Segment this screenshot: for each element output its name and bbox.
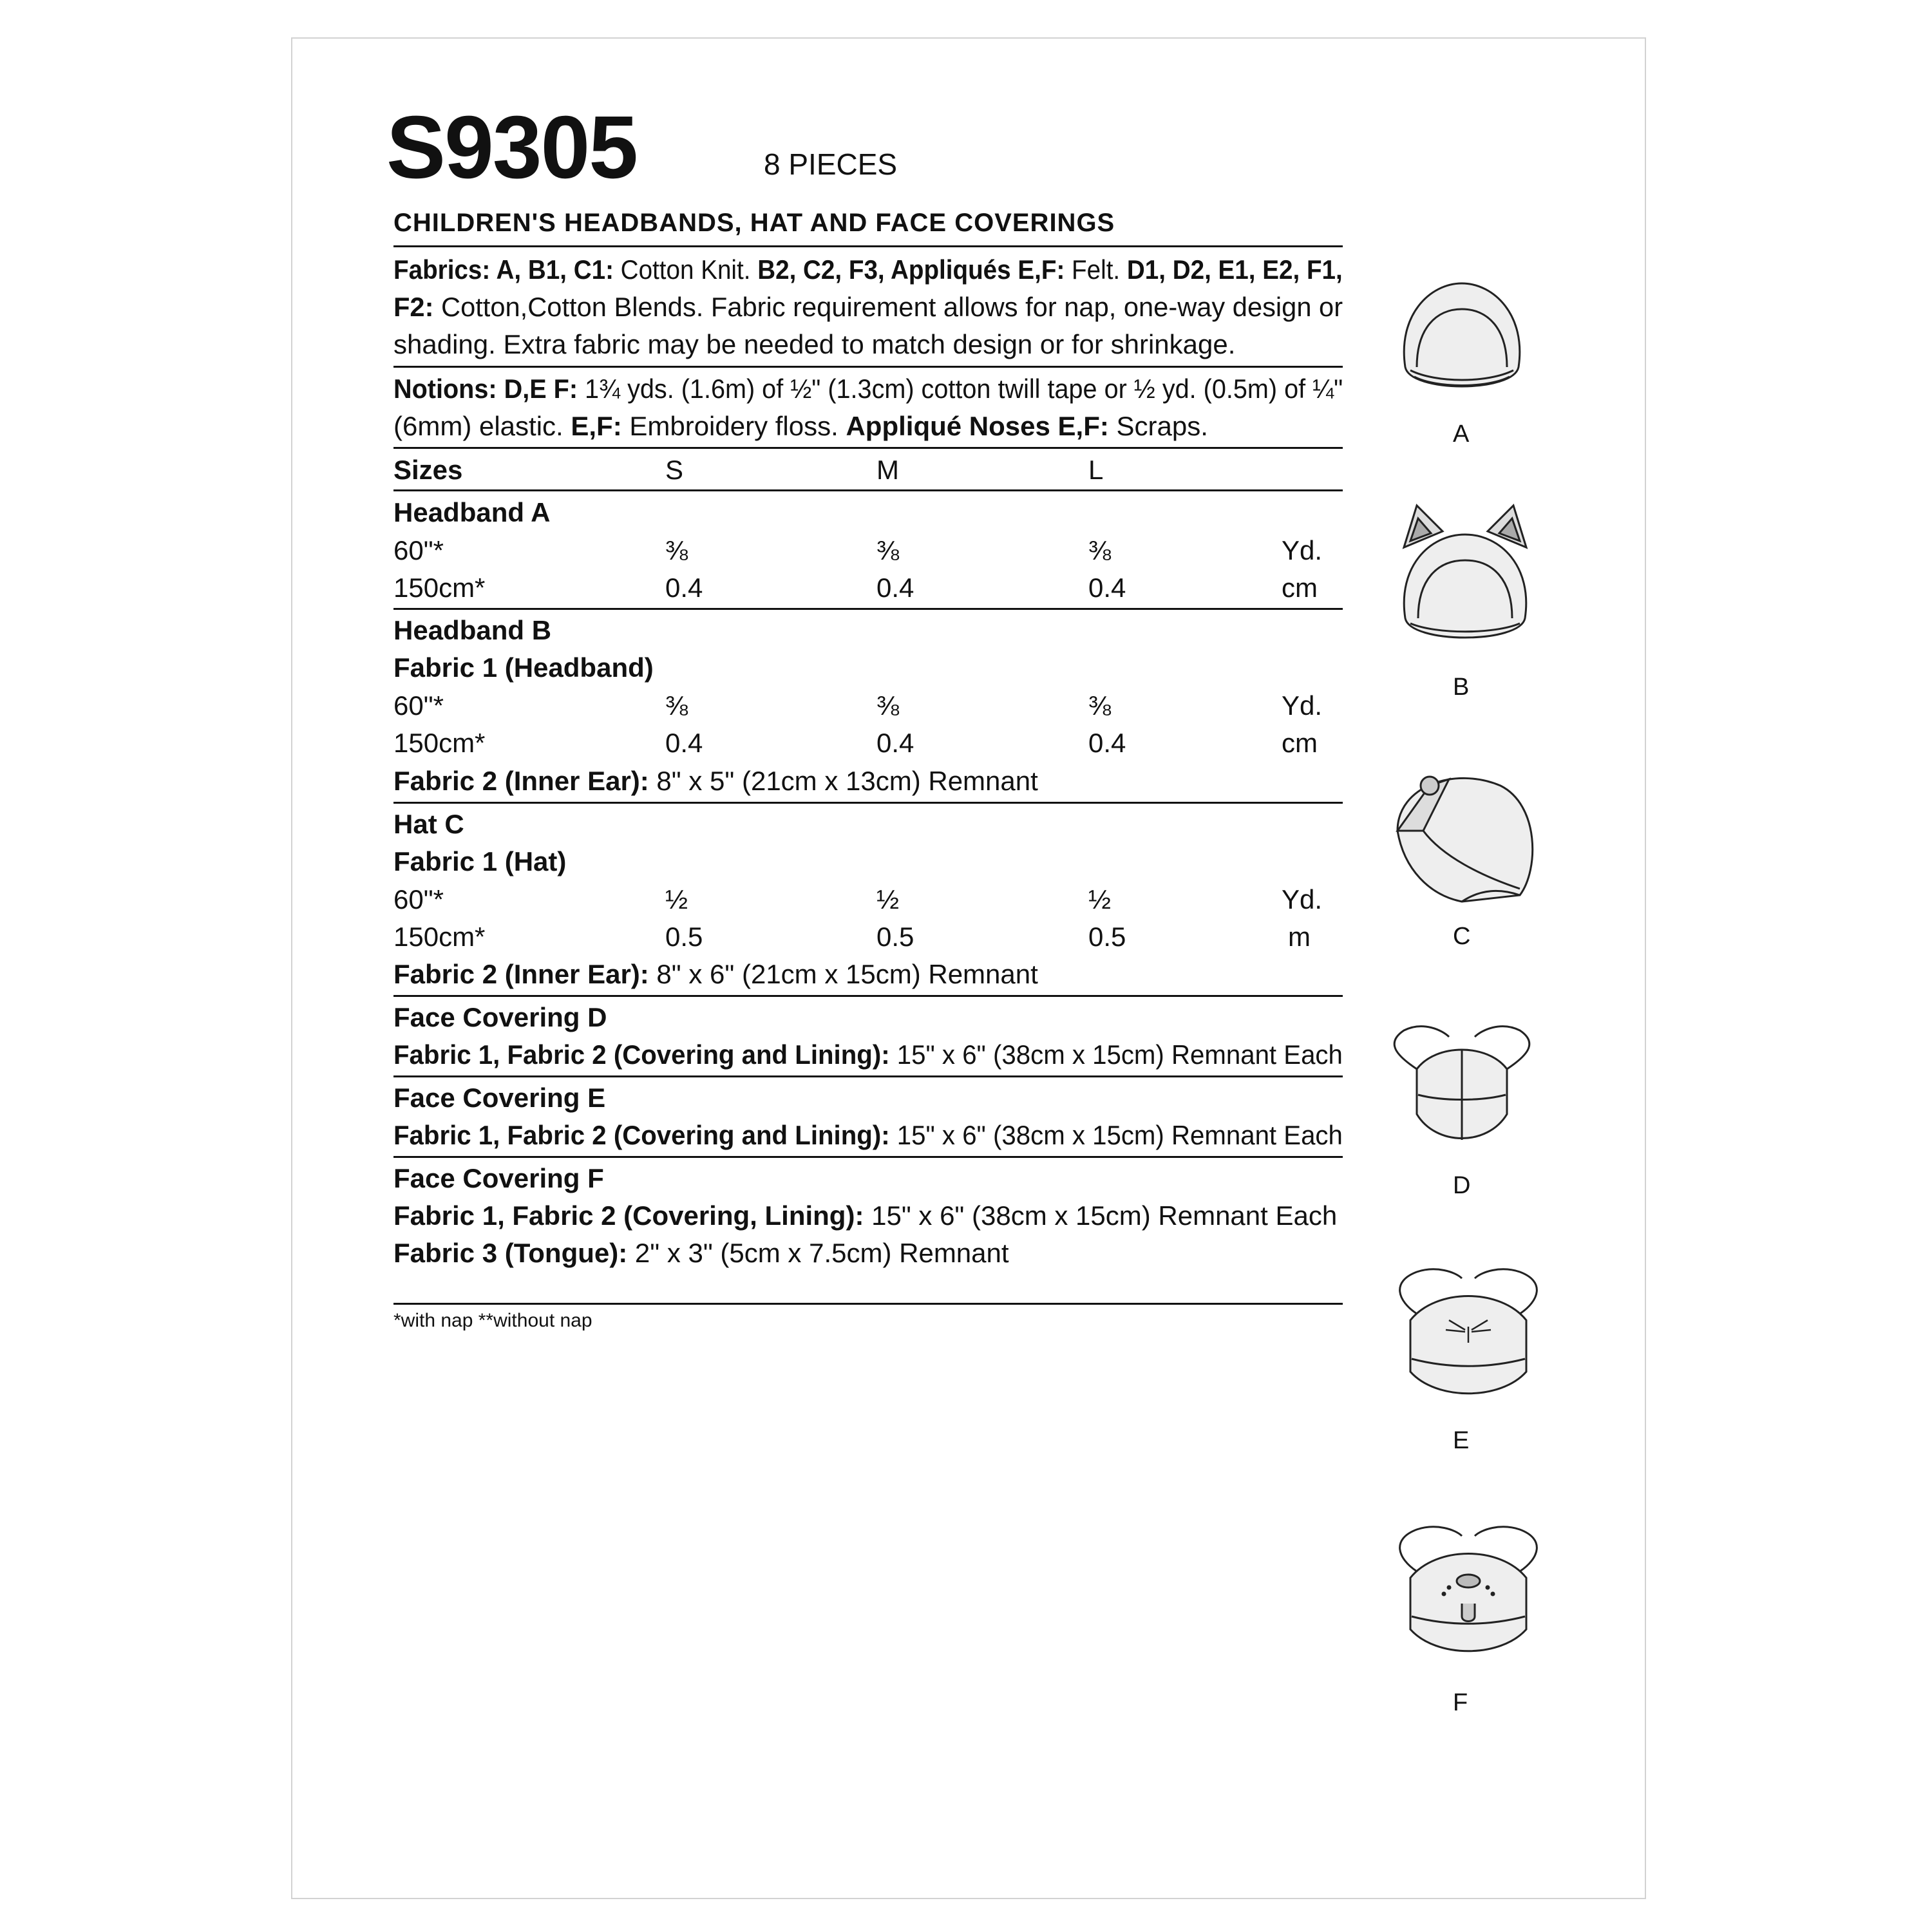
unit: Yd. <box>1282 535 1323 565</box>
section-title: Face Covering D <box>393 1002 607 1032</box>
yardage-m: ½ <box>876 884 900 914</box>
yardage-m: 0.4 <box>876 728 914 758</box>
yardage-l: 0.5 <box>1088 922 1126 952</box>
section-title: Face Covering E <box>393 1083 606 1113</box>
pattern-title: CHILDREN'S HEADBANDS, HAT AND FACE COVERINGS <box>393 209 1115 237</box>
divider <box>393 489 1343 491</box>
divider <box>393 245 1343 247</box>
divider <box>393 802 1343 804</box>
width-label: 150cm* <box>393 573 486 603</box>
unit: Yd. <box>1282 690 1323 721</box>
notions-line-1: Notions: D,E F: 1¾ yds. (1.6m) of ½" (1.3cm) cotton twill tape or ½ yd. (0.5m) of ¼" <box>393 374 1343 404</box>
view-label-c: C <box>1453 923 1471 950</box>
yardage-s: 0.4 <box>665 728 703 758</box>
yardage-s: 0.4 <box>665 573 703 603</box>
section-title: Headband A <box>393 497 551 527</box>
width-label: 150cm* <box>393 922 486 952</box>
covering-fabric: Fabric 1, Fabric 2 (Covering and Lining): 15" x 6" (38cm x 15cm) Remnant Each <box>393 1120 1343 1150</box>
notions-line-2: (6mm) elastic. E,F: Embroidery floss. Appliqué Noses E,F: Scraps. <box>393 411 1208 441</box>
yardage-m: 0.5 <box>876 922 914 952</box>
fabrics-line-1: Fabrics: A, B1, C1: Cotton Knit. B2, C2, F3, Appliqués E,F: Felt. D1, D2, E1, E2, F1, <box>393 254 1343 285</box>
pattern-number: S9305 <box>386 98 638 197</box>
section-title: Face Covering F <box>393 1163 604 1193</box>
divider <box>393 366 1343 368</box>
divider <box>393 995 1343 997</box>
yardage-s: ⅜ <box>665 690 688 721</box>
inner-ear-fabric: Fabric 2 (Inner Ear): 8" x 6" (21cm x 15cm) Remnant <box>393 959 1038 989</box>
yardage-l: ⅜ <box>1088 535 1112 565</box>
face-covering-e-drawing <box>1385 1262 1552 1410</box>
view-label-d: D <box>1453 1172 1471 1199</box>
tongue-fabric: Fabric 3 (Tongue): 2" x 3" (5cm x 7.5cm) Remnant <box>393 1238 1009 1268</box>
piece-count: 8 PIECES <box>764 147 898 181</box>
divider <box>393 1075 1343 1077</box>
divider <box>393 608 1343 610</box>
unit: Yd. <box>1282 884 1323 914</box>
width-label: 60"* <box>393 884 444 914</box>
section-title: Headband B <box>393 615 552 645</box>
inner-ear-fabric: Fabric 2 (Inner Ear): 8" x 5" (21cm x 13cm) Remnant <box>393 766 1038 796</box>
face-covering-f-drawing <box>1385 1513 1552 1668</box>
view-label-b: B <box>1453 674 1470 701</box>
yardage-s: ½ <box>665 884 688 914</box>
view-label-f: F <box>1453 1689 1468 1716</box>
size-l: L <box>1088 455 1104 485</box>
face-covering-d-drawing <box>1378 1018 1546 1159</box>
sizes-label: Sizes <box>393 455 463 485</box>
covering-fabric: Fabric 1, Fabric 2 (Covering, Lining): 15" x 6" (38cm x 15cm) Remnant Each <box>393 1200 1338 1231</box>
yardage-m: 0.4 <box>876 573 914 603</box>
covering-fabric: Fabric 1, Fabric 2 (Covering and Lining): 15" x 6" (38cm x 15cm) Remnant Each <box>393 1039 1343 1070</box>
yardage-l: 0.4 <box>1088 728 1126 758</box>
divider <box>393 1156 1343 1158</box>
fabrics-line-3: shading. Extra fabric may be needed to match design or for shrinkage. <box>393 329 1236 359</box>
fabrics-line-2: F2: Cotton,Cotton Blends. Fabric requirement allows for nap, one-way design or <box>393 292 1343 322</box>
view-label-a: A <box>1453 421 1470 448</box>
yardage-s: ⅜ <box>665 535 688 565</box>
unit: cm <box>1282 573 1318 603</box>
unit: cm <box>1282 728 1318 758</box>
fabric-subtitle: Fabric 1 (Headband) <box>393 652 654 683</box>
footnote: *with nap **without nap <box>393 1310 592 1331</box>
size-m: M <box>876 455 899 485</box>
width-label: 60"* <box>393 535 444 565</box>
yardage-s: 0.5 <box>665 922 703 952</box>
unit: m <box>1288 922 1311 952</box>
yardage-l: 0.4 <box>1088 573 1126 603</box>
section-title: Hat C <box>393 809 464 839</box>
divider <box>393 1303 1343 1305</box>
headband-a-drawing <box>1391 270 1533 412</box>
fabric-subtitle: Fabric 1 (Hat) <box>393 846 567 876</box>
divider <box>393 447 1343 449</box>
yardage-l: ½ <box>1088 884 1112 914</box>
yardage-m: ⅜ <box>876 690 900 721</box>
hat-c-drawing <box>1385 760 1546 914</box>
view-label-e: E <box>1453 1427 1470 1454</box>
width-label: 60"* <box>393 690 444 721</box>
yardage-m: ⅜ <box>876 535 900 565</box>
width-label: 150cm* <box>393 728 486 758</box>
headband-b-drawing <box>1391 502 1539 663</box>
size-s: S <box>665 455 684 485</box>
yardage-l: ⅜ <box>1088 690 1112 721</box>
